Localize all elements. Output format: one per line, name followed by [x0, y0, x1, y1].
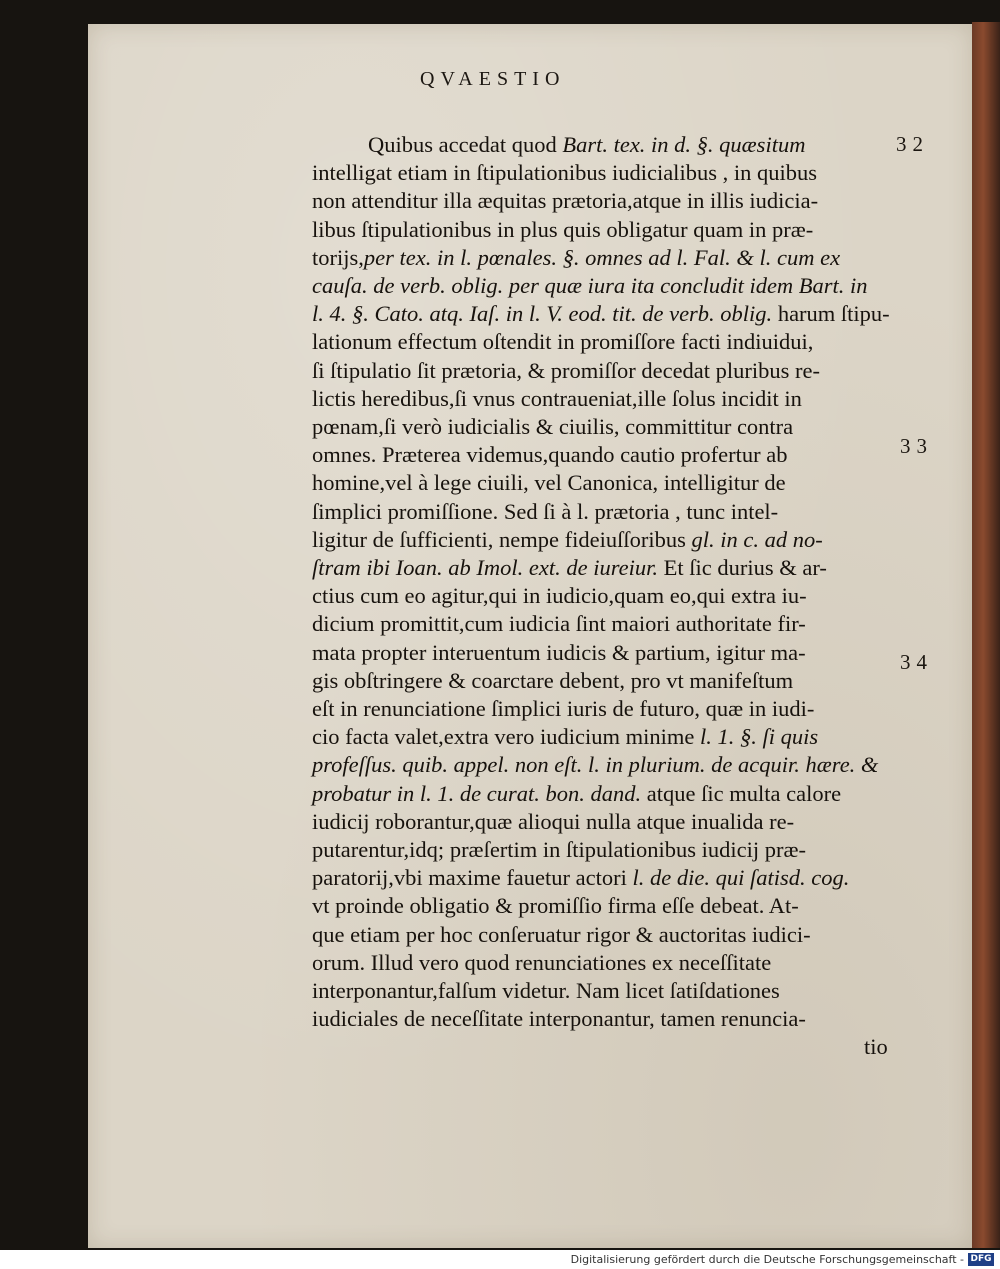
- text-line: [312, 948, 771, 978]
- body-segment: iudicij roborantur,quæ alioqui nulla atque inualida re-: [312, 808, 795, 834]
- body-segment: putarentur,idq; præſertim in ſtipulationibus iudicij præ-: [312, 837, 807, 862]
- body-segment: atque ſic multa calore: [641, 780, 842, 806]
- body-segment: non attenditur illa æquitas prætoria,atque in illis iudicia-: [312, 188, 819, 214]
- text-line: [312, 920, 811, 950]
- text-line: [312, 976, 780, 1006]
- citation-text: l. de die. qui ſatisd. cog.: [632, 865, 850, 891]
- text-line: [312, 553, 827, 583]
- body-segment: ſi ſtipulatio ſit prætoria, & promiſſor decedat pluribus re-: [312, 357, 821, 383]
- text-line: [368, 130, 805, 160]
- text-line: [312, 412, 793, 442]
- citation-text: profeſſus. quib. appel. non eſt. l. in plurium. de acquir. hære. &: [312, 752, 879, 778]
- text-line: [312, 215, 813, 245]
- text-line: [312, 891, 799, 921]
- text-line: [864, 1032, 888, 1062]
- body-segment: Quibus accedat quod: [368, 132, 563, 157]
- body-segment: cio facta valet,extra vero iudicium minime: [312, 724, 700, 750]
- text-line: [312, 327, 813, 357]
- text-line: [312, 468, 786, 498]
- text-line: [312, 835, 806, 865]
- book-edge: [972, 22, 1000, 1248]
- body-segment: harum ſtipu-: [772, 301, 890, 327]
- text-line: [312, 158, 817, 188]
- text-line: [312, 750, 878, 780]
- text-line: [312, 807, 794, 837]
- body-text: [312, 130, 902, 1070]
- text-line: [312, 1004, 806, 1034]
- text-line: [312, 497, 778, 527]
- body-segment: ligitur de ſufficienti, nempe fideiuſſoribus: [312, 526, 692, 552]
- citation-text: probatur in l. 1. de curat. bon. dand.: [312, 780, 642, 806]
- body-segment: torijs,: [312, 244, 364, 270]
- text-line: [312, 694, 814, 724]
- body-segment: Et ſic durius & ar-: [658, 555, 827, 580]
- text-line: [312, 299, 890, 329]
- citation-text: l. 4. §. Cato. atq. Iaſ. in l. V. eod. tit. de verb. oblig.: [312, 301, 773, 327]
- text-line: [312, 666, 793, 696]
- body-segment: ctius cum eo agitur,qui in iudicio,quam eo,qui extra iu-: [312, 583, 807, 609]
- body-segment: pœnam,ſi verò iudicialis & ciuilis, committitur contra: [312, 414, 794, 439]
- body-segment: ſimplici promiſſione. Sed ſi à l. prætoria , tunc intel-: [312, 498, 779, 524]
- running-header: QVAESTIO: [420, 68, 566, 90]
- body-segment: lationum effectum oſtendit in promiſſore facti indiuidui,: [312, 329, 814, 355]
- body-segment: eſt in renunciatione ſimplici iuris de futuro, quæ in iudi-: [312, 696, 815, 721]
- citation-text: Bart. tex. in d. §. quæsitum: [562, 132, 806, 157]
- body-segment: lictis heredibus,ſi vnus contraueniat,ille ſolus incidit in: [312, 385, 802, 411]
- citation-text: ſtram ibi Ioan. ab Imol. ext. de iureiur.: [312, 555, 659, 580]
- text-line: [312, 609, 806, 639]
- margin-number: 34: [900, 650, 933, 674]
- text-line: [312, 581, 807, 611]
- body-segment: iudiciales de neceſſitate interponantur, tamen renuncia-: [312, 1006, 806, 1032]
- body-segment: homine,vel à lege ciuili, vel Canonica, intelligitur de: [312, 470, 786, 496]
- dfg-logo: DFG: [968, 1253, 994, 1266]
- citation-text: gl. in c. ad no-: [691, 526, 823, 552]
- text-line: [312, 525, 823, 555]
- text-line: [312, 779, 841, 809]
- text-line: [312, 638, 806, 668]
- text-line: [312, 243, 840, 273]
- citation-text: cauſa. de verb. oblig. per quæ iura ita concludit idem Bart. in: [312, 273, 868, 298]
- body-segment: vt proinde obligatio & promiſſio firma eſſe debeat. At-: [312, 893, 799, 919]
- body-segment: dicium promittit,cum iudicia ſint maiori authoritate fir-: [312, 611, 806, 637]
- text-line: [312, 356, 820, 386]
- digitization-credit: Digitalisierung gefördert durch die Deutsche Forschungsgemeinschaft -: [570, 1253, 964, 1266]
- citation-text: per tex. in l. pœnales. §. omnes ad l. Fal. & l. cum ex: [363, 244, 841, 270]
- body-segment: paratorij,vbi maxime fauetur actori: [312, 865, 633, 891]
- body-segment: mata propter interuentum iudicis & partium, igitur ma-: [312, 639, 806, 665]
- text-line: [312, 186, 818, 216]
- text-line: [312, 440, 788, 470]
- text-line: [312, 271, 868, 301]
- body-segment: interponantur,falſum videtur. Nam licet ſatiſdationes: [312, 978, 780, 1003]
- body-segment: orum. Illud vero quod renunciationes ex neceſſitate: [312, 949, 772, 975]
- citation-text: l. 1. §. ſi quis: [699, 724, 819, 750]
- text-line: [312, 722, 818, 752]
- margin-number: 33: [900, 434, 933, 458]
- body-segment: omnes. Præterea videmus,quando cautio profertur ab: [312, 442, 788, 468]
- body-segment: que etiam per hoc conſeruatur rigor & auctoritas iudici-: [312, 921, 811, 947]
- text-line: [312, 384, 802, 414]
- body-segment: libus ſtipulationibus in plus quis obligatur quam in præ-: [312, 216, 814, 242]
- body-segment: tio: [864, 1034, 888, 1060]
- text-line: [312, 863, 849, 893]
- body-segment: intelligat etiam in ſtipulationibus iudicialibus , in quibus: [312, 160, 817, 186]
- margin-number: 32: [896, 132, 929, 156]
- body-segment: gis obſtringere & coarctare debent, pro vt manifeſtum: [312, 667, 794, 693]
